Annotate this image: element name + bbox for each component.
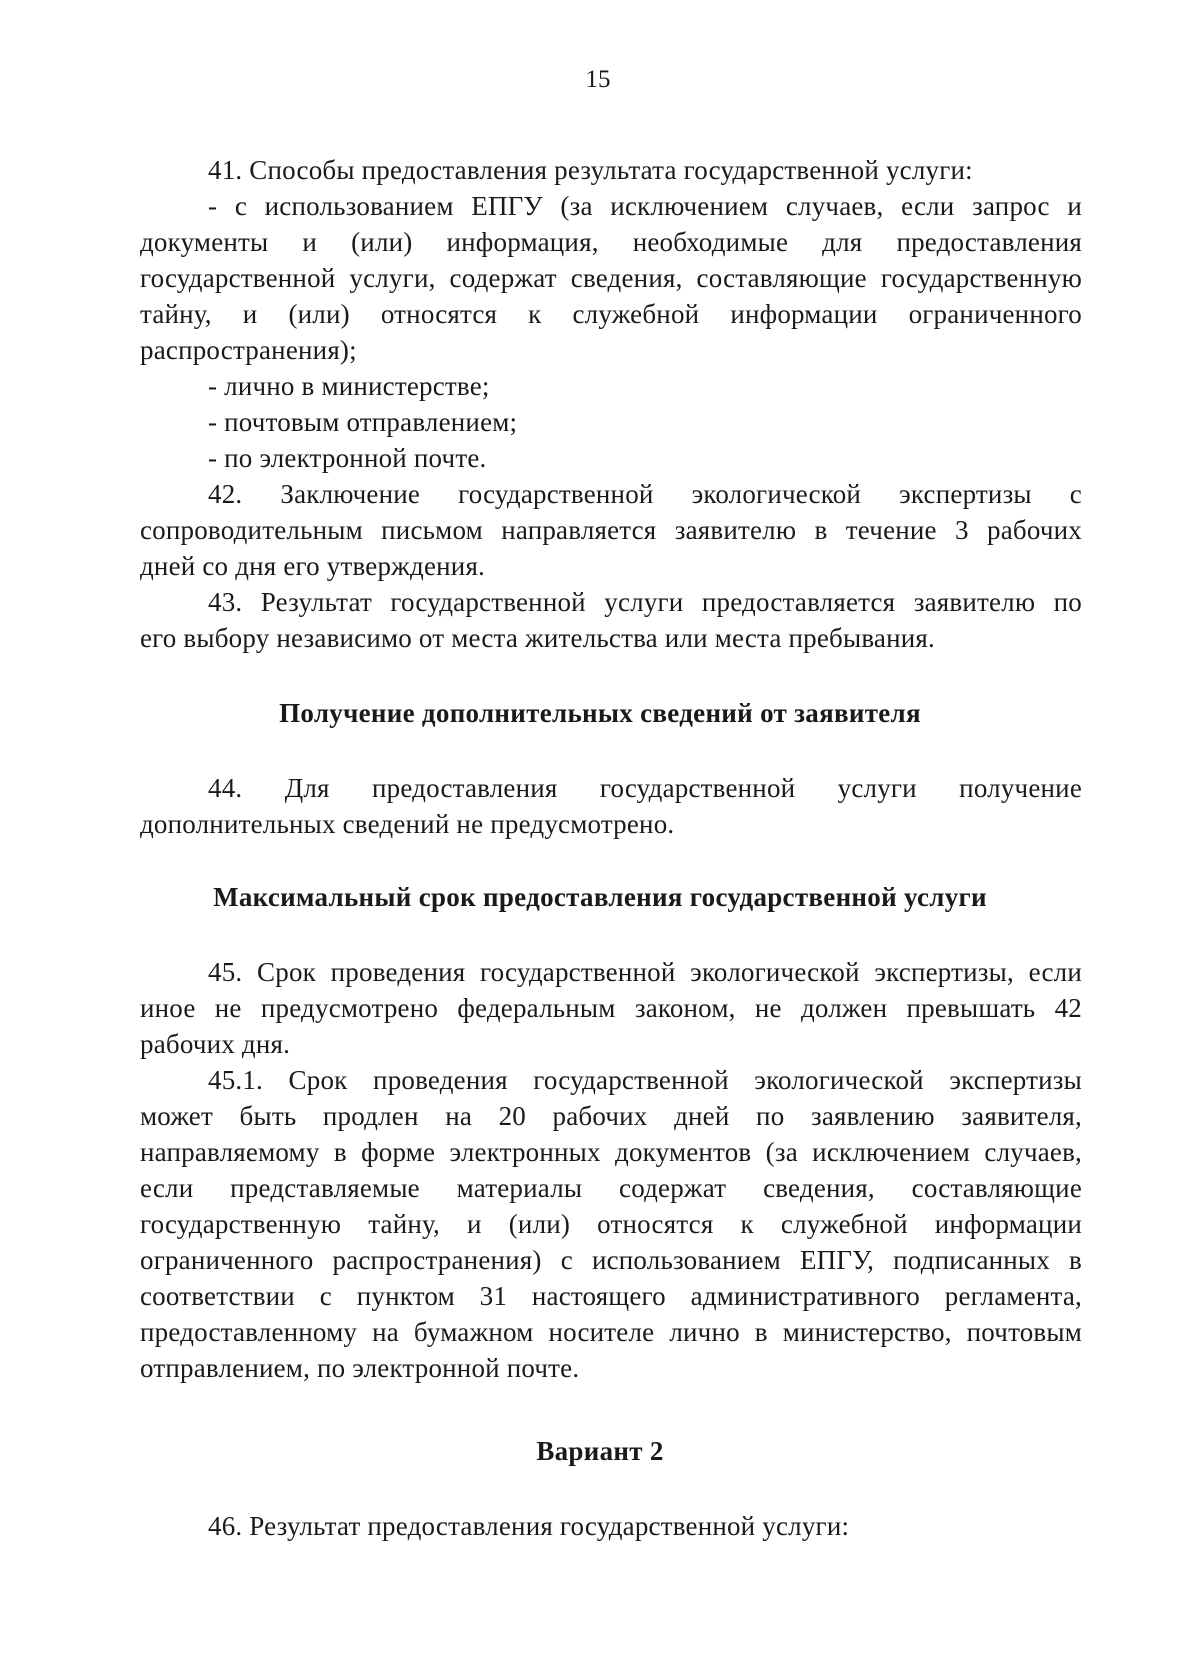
list-item: - лично в министерстве; <box>208 371 490 401</box>
list-item: - почтовым отправлением; <box>208 407 518 437</box>
paragraph-45-1 <box>140 1062 1082 1386</box>
text-line: тайну, и (или) относятся к служебной информации ограниченного <box>140 299 1082 329</box>
text-line: рабочих дня. <box>140 1029 291 1059</box>
text-line: направляемому в форме электронных документов (за исключением случаев, <box>140 1137 1082 1167</box>
section-heading-additional-info: Получение дополнительных сведений от заявителя <box>279 698 921 728</box>
text-line: дней со дня его утверждения. <box>140 551 486 581</box>
paragraph-44 <box>140 770 1082 842</box>
text-line: 46. Результат предоставления государственной услуги: <box>208 1511 850 1541</box>
text-line: ограниченного распространения) с использованием ЕПГУ, подписанных в <box>140 1245 1082 1275</box>
text-line: 45. Срок проведения государственной экологической экспертизы, если <box>208 957 1082 987</box>
text-line: его выбору независимо от места жительства или места пребывания. <box>140 623 935 653</box>
text-line: государственную тайну, и (или) относятся к служебной информации <box>140 1209 1082 1239</box>
paragraph-46 <box>140 1508 1082 1544</box>
text-line: если представляемые материалы содержат сведения, составляющие <box>140 1173 1082 1203</box>
paragraph-41 <box>140 152 1082 476</box>
list-item: - по электронной почте. <box>208 443 487 473</box>
text-line: государственной услуги, содержат сведения, составляющие государственную <box>140 263 1082 293</box>
text-line: документы и (или) информация, необходимые для предоставления <box>140 227 1082 257</box>
text-line: распространения); <box>140 335 357 365</box>
text-line: 42. Заключение государственной экологической экспертизы с <box>208 479 1082 509</box>
section-heading-max-term: Максимальный срок предоставления государственной услуги <box>213 882 987 912</box>
text-line: 44. Для предоставления государственной услуги получение <box>208 773 1082 803</box>
text-line: 45.1. Срок проведения государственной экологической экспертизы <box>208 1065 1082 1095</box>
paragraph-43 <box>140 584 1082 656</box>
page-number: 15 <box>585 66 611 93</box>
text-line: иное не предусмотрено федеральным законом, не должен превышать 42 <box>140 993 1082 1023</box>
text-line: 41. Способы предоставления результата государственной услуги: <box>208 155 973 185</box>
paragraph-45 <box>140 954 1082 1062</box>
text-line: может быть продлен на 20 рабочих дней по заявлению заявителя, <box>140 1101 1082 1131</box>
text-line: дополнительных сведений не предусмотрено. <box>140 809 675 839</box>
text-line: 43. Результат государственной услуги предоставляется заявителю по <box>208 587 1082 617</box>
text-line: соответствии с пунктом 31 настоящего административного регламента, <box>140 1281 1082 1311</box>
paragraph-42 <box>140 476 1082 584</box>
section-heading-variant-2: Вариант 2 <box>536 1436 664 1466</box>
text-line: предоставленному на бумажном носителе лично в министерство, почтовым <box>140 1317 1082 1347</box>
text-line: - с использованием ЕПГУ (за исключением случаев, если запрос и <box>208 191 1082 221</box>
text-line: сопроводительным письмом направляется заявителю в течение 3 рабочих <box>140 515 1082 545</box>
text-line: отправлением, по электронной почте. <box>140 1353 580 1383</box>
